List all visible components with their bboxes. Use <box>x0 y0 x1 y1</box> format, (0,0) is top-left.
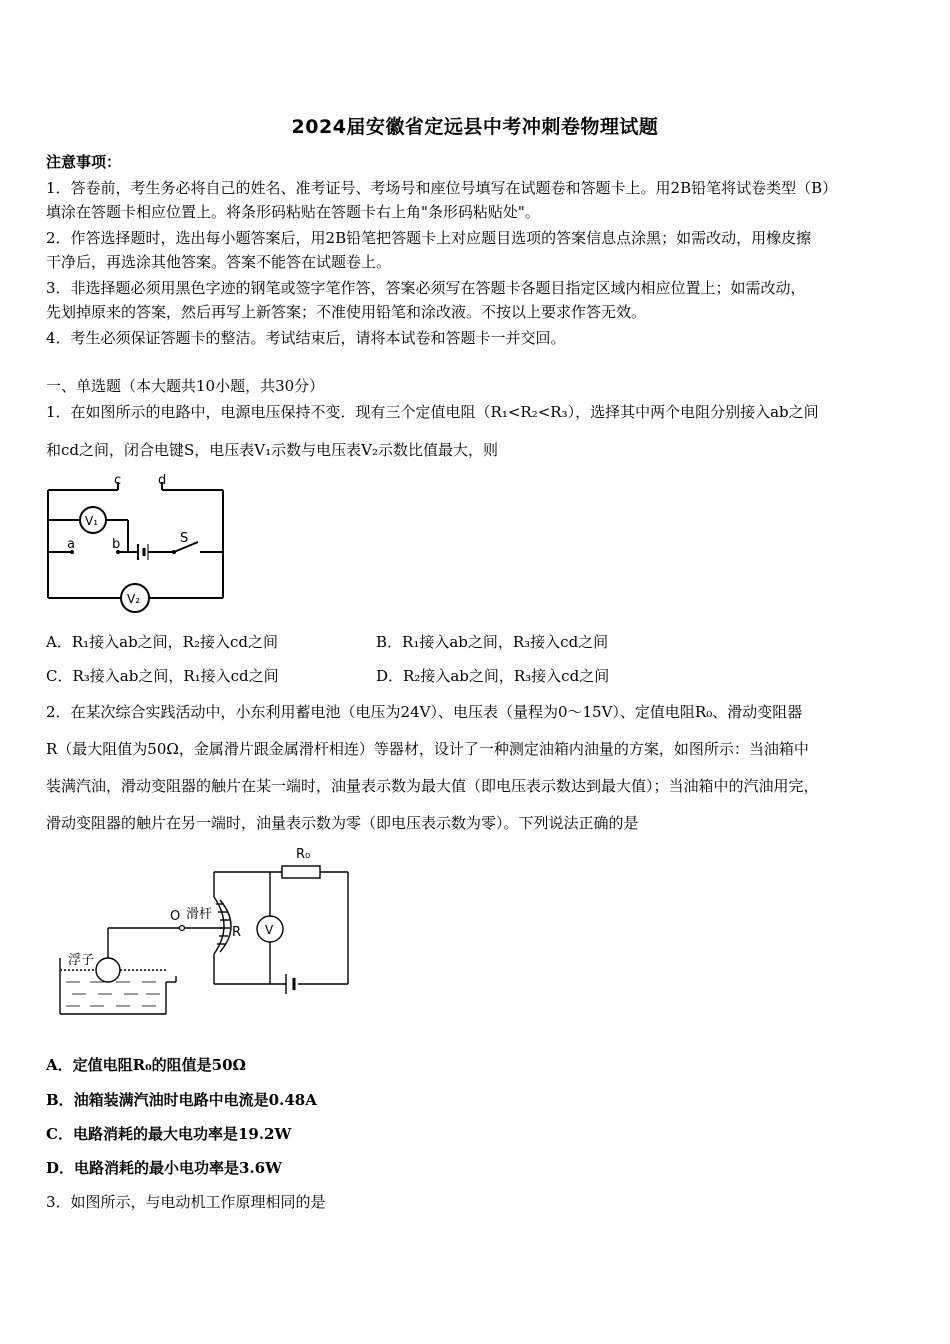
notice-line: 先划掉原来的答案，然后再写上新答案；不准使用铅笔和涂改液。不按以上要求作答无效。 <box>46 303 647 321</box>
q2-stem-line: 装满汽油，滑动变阻器的触片在某一端时，油量表示数为最大值（即电压表示数达到最大值）；当油箱中的汽油用完， <box>46 777 819 795</box>
q1-option-c[interactable]: C．R₃接入ab之间，R₁接入cd之间 <box>46 667 279 685</box>
label-s: S <box>180 531 189 546</box>
label-c: c <box>114 473 122 488</box>
notice-line: 2．作答选择题时，选出每小题答案后，用2B铅笔把答题卡上对应题目选项的答案信息点涂黑；如需改动，用橡皮擦 <box>46 229 812 247</box>
q1-circuit-diagram <box>40 470 240 620</box>
label-o: O <box>170 909 181 924</box>
notice-line: 4．考生必须保证答题卡的整洁。考试结束后，请将本试卷和答题卡一并交回。 <box>46 329 566 347</box>
q1-option-a[interactable]: A．R₁接入ab之间，R₂接入cd之间 <box>46 633 278 651</box>
notice-line: 填涂在答题卡相应位置上。将条形码粘贴在答题卡右上角"条形码粘贴处"。 <box>46 203 540 221</box>
label-v1: V₁ <box>85 514 99 528</box>
label-v: V <box>265 923 274 937</box>
label-r: R <box>232 925 242 940</box>
notice-heading: 注意事项： <box>46 153 122 171</box>
label-b: b <box>112 537 121 552</box>
q2-option-a[interactable]: A．定值电阻R₀的阻值是50Ω <box>46 1056 246 1074</box>
label-rod: 滑杆 <box>186 907 213 922</box>
q3-stem-line: 3．如图所示，与电动机工作原理相同的是 <box>46 1193 326 1211</box>
section-heading: 一、单选题（本大题共10小题，共30分） <box>46 377 325 395</box>
q2-stem-line: R（最大阻值为50Ω，金属滑片跟金属滑杆相连）等器材，设计了一种测定油箱内油量的方案，如图所示：当油箱中 <box>46 740 809 758</box>
notice-line: 3．非选择题必须用黑色字迹的钢笔或签字笔作答，答案必须写在答题卡各题目指定区域内相应位置上；如需改动， <box>46 279 806 297</box>
notice-line: 干净后，再选涂其他答案。答案不能答在试题卷上。 <box>46 253 392 271</box>
page-title: 2024届安徽省定远县中考冲刺卷物理试题 <box>291 116 659 138</box>
q2-stem-line: 2．在某次综合实践活动中，小东利用蓄电池（电压为24V）、电压表（量程为0～15V）、定值电阻R₀、滑动变阻器 <box>46 703 803 721</box>
q2-oil-gauge-diagram <box>50 842 360 1027</box>
label-r0: R₀ <box>296 847 311 862</box>
q1-stem-line: 1．在如图所示的电路中，电源电压保持不变．现有三个定值电阻（R₁<R₂<R₃），选择其中两个电阻分别接入ab之间 <box>46 403 819 421</box>
label-d: d <box>158 473 167 488</box>
notice-line: 1．答卷前，考生务必将自己的姓名、准考证号、考场号和座位号填写在试题卷和答题卡上。用2B铅笔将试卷类型（B） <box>46 179 838 197</box>
q1-option-b[interactable]: B．R₁接入ab之间，R₃接入cd之间 <box>376 633 609 651</box>
q2-option-b[interactable]: B．油箱装满汽油时电路中电流是0.48A <box>46 1091 317 1109</box>
label-a: a <box>67 537 75 552</box>
q2-stem-line: 滑动变阻器的触片在另一端时，油量表示数为零（即电压表示数为零）。下列说法正确的是 <box>46 814 639 832</box>
q1-option-d[interactable]: D．R₂接入ab之间，R₃接入cd之间 <box>376 667 610 685</box>
q1-stem-line: 和cd之间，闭合电键S，电压表V₁示数与电压表V₂示数比值最大，则 <box>46 441 498 459</box>
label-float: 浮子 <box>68 953 95 968</box>
q2-option-d[interactable]: D．电路消耗的最小电功率是3.6W <box>46 1159 282 1177</box>
q2-option-c[interactable]: C．电路消耗的最大电功率是19.2W <box>46 1125 292 1143</box>
label-v2: V₂ <box>127 592 141 606</box>
